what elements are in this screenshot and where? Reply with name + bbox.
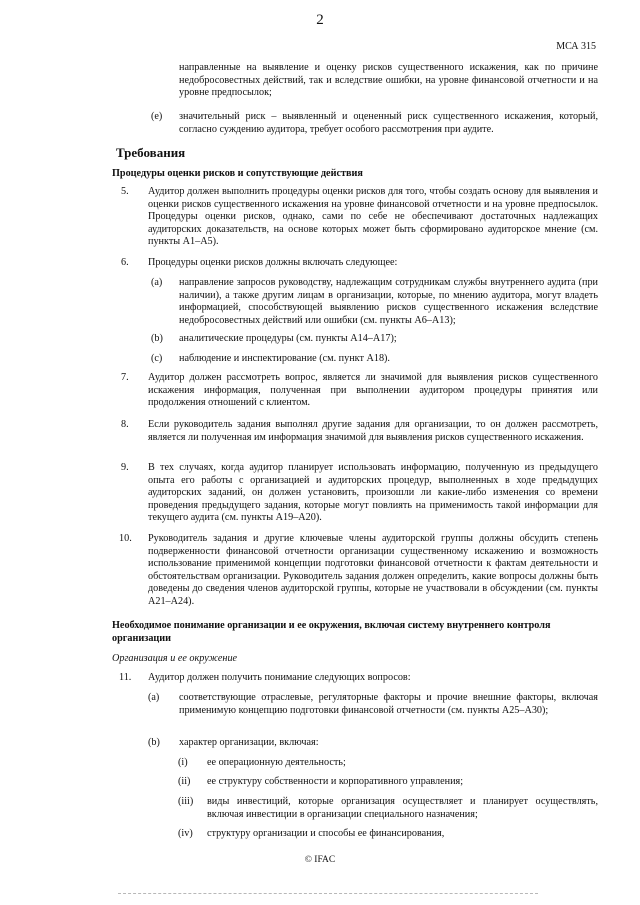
- item-label-11b-ii: (ii): [178, 776, 191, 787]
- para-5-text: Аудитор должен выполнить процедуры оценки рисков для того, чтобы создать основу для выявления и оценки рисков существенного искажения на уровне финансовой отчетности и на уровне предпосылок. Процедуры оценки рисков, однако, сами по себе не обеспечивают достаточных надлежащих аудиторских доказательств, на основе которых может быть сформировано аудиторское мнение (см. пункты A1–A5).: [148, 186, 598, 248]
- definition-continuation: направленные на выявление и оценку рисков существенного искажения, как по причине недобросовестных действий, так и вследствие ошибки, на уровне финансовой отчетности и на уровне предпосылок;: [179, 62, 598, 99]
- footer-copyright: © IFAC: [304, 855, 336, 865]
- para-11-text: Аудитор должен получить понимание следующих вопросов:: [148, 672, 411, 683]
- para-number-11: 11.: [119, 672, 132, 683]
- document-code: МСА 315: [556, 41, 596, 52]
- item-label-6a: (a): [151, 277, 163, 288]
- para-10-text: Руководитель задания и другие ключевые члены аудиторской группы должны обсудить степень подверженности финансовой отчетности организации существенному искажению и возможность использование применимой концепции подготовки финансовой отчетности к фактам деятельности и обстоятельствам организации. Руководитель задания должен определить, какие вопросы должны быть доведены до сведения членов аудиторской группы, которые не участвовали в обсуждении (см. пункты A21–A24).: [148, 533, 598, 607]
- para-number-8: 8.: [121, 419, 129, 430]
- item-label-11a: (a): [148, 692, 160, 703]
- item-label-11b-i: (i): [178, 757, 188, 768]
- item-label-e: (e): [151, 111, 163, 122]
- para-11a-text: соответствующие отраслевые, регуляторные факторы и прочие внешние факторы, включая применимую концепцию подготовки финансовой отчетности (см. пункты A25–A30);: [179, 692, 598, 716]
- para-number-5: 5.: [121, 186, 129, 197]
- para-number-6: 6.: [121, 257, 129, 268]
- para-6b-text: аналитические процедуры (см. пункты A14–A17);: [179, 333, 397, 344]
- section-heading-requirements: Требования: [116, 145, 186, 160]
- item-label-6b: (b): [151, 333, 163, 344]
- para-11b-ii-text: ее структуру собственности и корпоративного управления;: [207, 776, 464, 787]
- item-label-11b-iii: (iii): [178, 796, 194, 807]
- para-11b-i-text: ее операционную деятельность;: [207, 757, 346, 768]
- para-11b-text: характер организации, включая:: [179, 737, 319, 748]
- para-number-7: 7.: [121, 372, 129, 383]
- item-label-11b-iv: (iv): [178, 828, 193, 839]
- para-11b-iii-text: виды инвестиций, которые организация осуществляет и планирует осуществлять, включая инвестиции в организации специального назначения;: [207, 796, 598, 820]
- para-number-10: 10.: [119, 533, 132, 544]
- para-number-9: 9.: [121, 462, 129, 473]
- para-7-text: Аудитор должен рассмотреть вопрос, является ли значимой для выявления рисков существенного искажения информация, полученная при выполнении аудитором процедуры принятия или продолжения отношений с клиентом.: [148, 372, 598, 409]
- para-6a-text: направление запросов руководству, надлежащим сотрудникам службы внутреннего аудита (при наличии), а также другим лицам в организации, которые, по мнению аудитора, могут владеть информацией, способствующей выявлению рисков существенного искажения вследствие недобросовестных действий или ошибки (см. пункты A6–A13);: [179, 277, 598, 326]
- subheading-understanding-entity: Необходимое понимание организации и ее окружения, включая систему внутреннего контроля организации: [112, 620, 551, 644]
- para-11b-iv-text: структуру организации и способы ее финансирования,: [207, 828, 445, 839]
- item-label-6c: (c): [151, 353, 163, 364]
- para-9-text: В тех случаях, когда аудитор планирует использовать информацию, полученную из предыдущего опыта его работы с организацией и аудиторских процедур, выполненных в ходе предыдущих аудиторских заданий, он должен установить, произошли ли какие-либо изменения со времени проведения предыдущего задания, которые могут повлиять на применимость такой информации для текущего аудита (см. пункты A19–A20).: [148, 462, 598, 524]
- item-label-11b: (b): [148, 737, 160, 748]
- subheading-risk-procedures: Процедуры оценки рисков и сопутствующие действия: [112, 168, 363, 179]
- para-8-text: Если руководитель задания выполнял другие задания для организации, то он должен рассмотреть, является ли полученная им информация значимой для выявления рисков существенного искажения.: [148, 419, 598, 443]
- page-number: 2: [316, 12, 324, 28]
- para-6c-text: наблюдение и инспектирование (см. пункт A18).: [179, 353, 390, 364]
- definition-significant-risk: значительный риск – выявленный и оцененный риск существенного искажения, который, согласно суждению аудитора, требует особого рассмотрения при аудите.: [179, 111, 598, 135]
- subheading-entity-environment: Организация и ее окружение: [112, 653, 238, 664]
- para-6-text: Процедуры оценки рисков должны включать следующее:: [148, 257, 398, 268]
- scan-edge-line: [118, 893, 538, 894]
